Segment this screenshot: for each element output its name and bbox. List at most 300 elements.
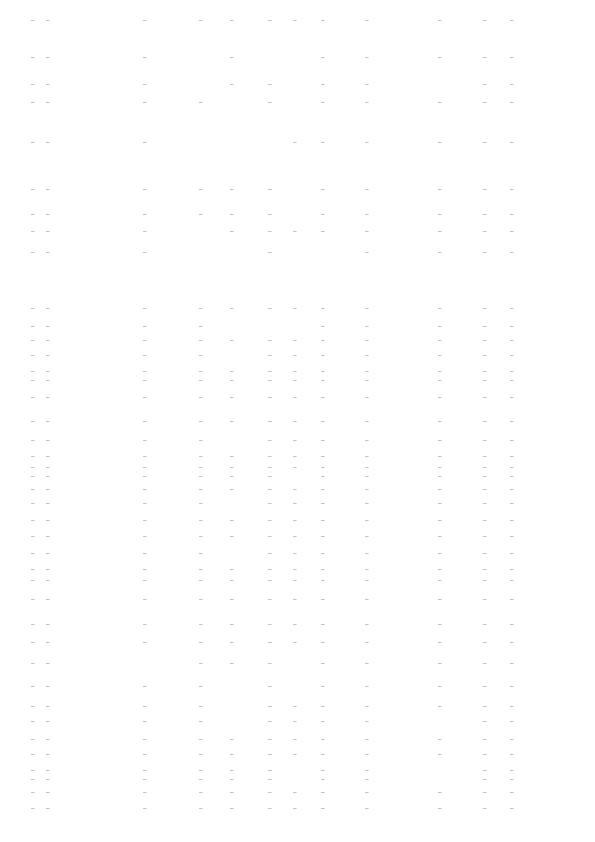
table-cell: — [31, 777, 35, 781]
table-cell: — [321, 18, 325, 22]
table-cell: — [46, 306, 50, 310]
table-cell: — [143, 18, 147, 22]
table-cell: — [510, 790, 514, 794]
table-cell: — [293, 806, 297, 810]
table-cell: — [199, 737, 203, 741]
table-cell: — [199, 18, 203, 22]
table-cell: — [143, 454, 147, 458]
table-cell: — [293, 438, 297, 442]
table-cell: — [510, 55, 514, 59]
table-cell: — [510, 777, 514, 781]
table-cell: — [31, 212, 35, 216]
table-cell: — [321, 82, 325, 86]
table-cell: — [365, 551, 369, 555]
table-cell: — [483, 737, 487, 741]
table-cell: — [268, 597, 272, 601]
table-cell: — [365, 419, 369, 423]
table-cell: — [483, 465, 487, 469]
table-cell: — [293, 419, 297, 423]
table-cell: — [321, 474, 325, 478]
table-cell: — [293, 578, 297, 582]
table-cell: — [365, 187, 369, 191]
table-cell: — [483, 18, 487, 22]
table-cell: — [46, 737, 50, 741]
table-cell: — [510, 684, 514, 688]
table-cell: — [438, 661, 442, 665]
table-cell: — [31, 100, 35, 104]
table-cell: — [230, 622, 234, 626]
table-cell: — [365, 768, 369, 772]
table-cell: — [293, 534, 297, 538]
table-cell: — [510, 140, 514, 144]
table-cell: — [143, 551, 147, 555]
table-cell: — [31, 567, 35, 571]
table-cell: — [46, 752, 50, 756]
table-cell: — [230, 395, 234, 399]
table-cell: — [199, 338, 203, 342]
table-cell: — [483, 324, 487, 328]
table-cell: — [31, 661, 35, 665]
table-cell: — [46, 501, 50, 505]
table-cell: — [438, 338, 442, 342]
table-cell: — [268, 306, 272, 310]
table-cell: — [438, 487, 442, 491]
table-cell: — [31, 551, 35, 555]
table-cell: — [321, 454, 325, 458]
table-cell: — [143, 465, 147, 469]
table-cell: — [268, 212, 272, 216]
table-cell: — [268, 487, 272, 491]
table-cell: — [365, 306, 369, 310]
table-cell: — [483, 790, 487, 794]
table-cell: — [46, 684, 50, 688]
table-cell: — [293, 378, 297, 382]
table-cell: — [483, 661, 487, 665]
table-cell: — [510, 18, 514, 22]
table-cell: — [31, 353, 35, 357]
table-cell: — [510, 597, 514, 601]
table-cell: — [199, 487, 203, 491]
table-cell: — [199, 187, 203, 191]
table-cell: — [230, 55, 234, 59]
table-cell: — [230, 578, 234, 582]
table-cell: — [31, 597, 35, 601]
table-cell: — [510, 567, 514, 571]
table-cell: — [268, 578, 272, 582]
table-cell: — [46, 474, 50, 478]
table-cell: — [510, 369, 514, 373]
table-cell: — [31, 752, 35, 756]
table-cell: — [199, 640, 203, 644]
table-cell: — [268, 684, 272, 688]
table-cell: — [31, 454, 35, 458]
table-cell: — [293, 567, 297, 571]
table-cell: — [199, 567, 203, 571]
table-cell: — [143, 100, 147, 104]
table-cell: — [199, 578, 203, 582]
table-cell: — [143, 501, 147, 505]
table-cell: — [199, 790, 203, 794]
table-cell: — [365, 212, 369, 216]
table-cell: — [365, 777, 369, 781]
table-cell: — [483, 395, 487, 399]
table-cell: — [31, 324, 35, 328]
table-cell: — [293, 640, 297, 644]
table-cell: — [365, 567, 369, 571]
table-cell: — [143, 487, 147, 491]
table-cell: — [293, 737, 297, 741]
table-cell: — [483, 704, 487, 708]
table-cell: — [293, 752, 297, 756]
table-cell: — [321, 704, 325, 708]
table-cell: — [510, 324, 514, 328]
table-cell: — [321, 369, 325, 373]
table-cell: — [199, 551, 203, 555]
table-cell: — [321, 465, 325, 469]
table-cell: — [365, 55, 369, 59]
table-cell: — [31, 140, 35, 144]
table-cell: — [199, 369, 203, 373]
table-cell: — [365, 597, 369, 601]
table-cell: — [31, 229, 35, 233]
table-cell: — [483, 378, 487, 382]
table-cell: — [31, 18, 35, 22]
table-cell: — [143, 369, 147, 373]
table-cell: — [438, 55, 442, 59]
table-cell: — [268, 100, 272, 104]
table-cell: — [438, 324, 442, 328]
table-cell: — [483, 806, 487, 810]
table-cell: — [268, 501, 272, 505]
table-cell: — [365, 752, 369, 756]
table-cell: — [321, 438, 325, 442]
table-cell: — [31, 187, 35, 191]
table-cell: — [483, 534, 487, 538]
table-cell: — [483, 684, 487, 688]
table-cell: — [438, 454, 442, 458]
table-cell: — [438, 353, 442, 357]
table-cell: — [143, 768, 147, 772]
table-cell: — [510, 306, 514, 310]
table-cell: — [365, 684, 369, 688]
table-cell: — [365, 18, 369, 22]
table-cell: — [510, 551, 514, 555]
table-cell: — [438, 752, 442, 756]
table-cell: — [31, 306, 35, 310]
table-cell: — [483, 640, 487, 644]
table-cell: — [143, 419, 147, 423]
table-cell: — [268, 474, 272, 478]
table-cell: — [31, 737, 35, 741]
table-cell: — [199, 704, 203, 708]
table-cell: — [31, 338, 35, 342]
table-cell: — [31, 55, 35, 59]
table-cell: — [293, 790, 297, 794]
table-cell: — [321, 737, 325, 741]
table-cell: — [483, 187, 487, 191]
table-cell: — [321, 187, 325, 191]
table-cell: — [199, 395, 203, 399]
table-cell: — [365, 474, 369, 478]
table-cell: — [46, 438, 50, 442]
table-cell: — [510, 338, 514, 342]
table-cell: — [31, 578, 35, 582]
table-cell: — [510, 419, 514, 423]
table-cell: — [46, 806, 50, 810]
table-cell: — [510, 661, 514, 665]
table-cell: — [230, 661, 234, 665]
table-cell: — [365, 465, 369, 469]
table-cell: — [143, 229, 147, 233]
table-cell: — [510, 501, 514, 505]
table-cell: — [230, 338, 234, 342]
table-cell: — [321, 777, 325, 781]
table-cell: — [321, 100, 325, 104]
table-cell: — [268, 419, 272, 423]
table-cell: — [293, 140, 297, 144]
table-cell: — [199, 353, 203, 357]
table-cell: — [293, 465, 297, 469]
table-cell: — [438, 369, 442, 373]
table-cell: — [438, 395, 442, 399]
table-cell: — [321, 212, 325, 216]
table-cell: — [438, 378, 442, 382]
table-cell: — [46, 55, 50, 59]
table-cell: — [321, 534, 325, 538]
table-cell: — [230, 567, 234, 571]
table-cell: — [438, 474, 442, 478]
table-cell: — [230, 474, 234, 478]
table-cell: — [321, 661, 325, 665]
table-cell: — [483, 719, 487, 723]
table-cell: — [46, 661, 50, 665]
table-cell: — [365, 640, 369, 644]
table-cell: — [199, 212, 203, 216]
table-cell: — [293, 551, 297, 555]
table-cell: — [230, 18, 234, 22]
table-cell: — [230, 465, 234, 469]
table-cell: — [365, 534, 369, 538]
table-cell: — [483, 369, 487, 373]
table-cell: — [365, 140, 369, 144]
table-cell: — [483, 518, 487, 522]
table-cell: — [230, 212, 234, 216]
table-cell: — [321, 640, 325, 644]
table-cell: — [230, 806, 234, 810]
table-cell: — [46, 250, 50, 254]
table-cell: — [46, 419, 50, 423]
table-cell: — [483, 419, 487, 423]
table-cell: — [46, 790, 50, 794]
table-cell: — [143, 306, 147, 310]
table-cell: — [199, 465, 203, 469]
table-cell: — [46, 551, 50, 555]
table-cell: — [31, 534, 35, 538]
table-cell: — [321, 551, 325, 555]
table-cell: — [46, 378, 50, 382]
table-cell: — [365, 100, 369, 104]
table-cell: — [230, 82, 234, 86]
table-cell: — [268, 438, 272, 442]
table-cell: — [31, 250, 35, 254]
table-cell: — [268, 395, 272, 399]
table-cell: — [230, 752, 234, 756]
table-cell: — [230, 306, 234, 310]
table-cell: — [321, 487, 325, 491]
table-cell: — [268, 640, 272, 644]
table-cell: — [143, 82, 147, 86]
table-cell: — [510, 737, 514, 741]
table-cell: — [31, 806, 35, 810]
table-cell: — [143, 578, 147, 582]
table-cell: — [510, 454, 514, 458]
table-cell: — [199, 806, 203, 810]
table-cell: — [31, 684, 35, 688]
table-cell: — [365, 369, 369, 373]
table-cell: — [438, 597, 442, 601]
table-cell: — [293, 622, 297, 626]
table-cell: — [483, 82, 487, 86]
table-cell: — [293, 487, 297, 491]
table-cell: — [438, 790, 442, 794]
table-cell: — [293, 229, 297, 233]
table-cell: — [510, 704, 514, 708]
table-cell: — [268, 806, 272, 810]
table-cell: — [483, 229, 487, 233]
table-cell: — [46, 768, 50, 772]
table-cell: — [46, 622, 50, 626]
table-cell: — [483, 454, 487, 458]
table-cell: — [510, 438, 514, 442]
table-cell: — [438, 704, 442, 708]
table-cell: — [46, 640, 50, 644]
table-cell: — [199, 777, 203, 781]
table-cell: — [31, 438, 35, 442]
table-cell: — [438, 551, 442, 555]
table-cell: — [199, 534, 203, 538]
table-cell: — [268, 338, 272, 342]
table-cell: — [230, 229, 234, 233]
table-cell: — [268, 465, 272, 469]
table-cell: — [321, 306, 325, 310]
table-cell: — [199, 752, 203, 756]
table-cell: — [31, 474, 35, 478]
table-cell: — [230, 768, 234, 772]
table-cell: — [365, 82, 369, 86]
table-cell: — [143, 790, 147, 794]
table-cell: — [483, 752, 487, 756]
table-cell: — [268, 768, 272, 772]
table-cell: — [46, 82, 50, 86]
table-cell: — [365, 487, 369, 491]
table-cell: — [46, 465, 50, 469]
table-cell: — [230, 487, 234, 491]
table-cell: — [199, 719, 203, 723]
table-cell: — [199, 518, 203, 522]
table-cell: — [268, 518, 272, 522]
table-cell: — [268, 737, 272, 741]
table-cell: — [230, 369, 234, 373]
table-cell: — [46, 212, 50, 216]
table-cell: — [143, 338, 147, 342]
table-cell: — [143, 395, 147, 399]
table-cell: — [268, 18, 272, 22]
table-cell: — [143, 55, 147, 59]
table-cell: — [143, 212, 147, 216]
table-cell: — [199, 306, 203, 310]
table-cell: — [46, 534, 50, 538]
table-cell: — [321, 567, 325, 571]
table-cell: — [510, 640, 514, 644]
table-cell: — [230, 187, 234, 191]
table-cell: — [199, 438, 203, 442]
table-cell: — [510, 229, 514, 233]
table-cell: — [321, 501, 325, 505]
table-cell: — [483, 100, 487, 104]
table-cell: — [321, 395, 325, 399]
table-cell: — [293, 454, 297, 458]
table-cell: — [365, 353, 369, 357]
table-cell: — [143, 719, 147, 723]
table-cell: — [199, 419, 203, 423]
table-cell: — [268, 82, 272, 86]
table-cell: — [293, 719, 297, 723]
table-cell: — [143, 324, 147, 328]
table-cell: — [321, 768, 325, 772]
table-cell: — [438, 737, 442, 741]
table-cell: — [46, 229, 50, 233]
table-cell: — [293, 518, 297, 522]
table-cell: — [438, 100, 442, 104]
table-cell: — [365, 790, 369, 794]
table-cell: — [31, 82, 35, 86]
table-cell: — [143, 806, 147, 810]
table-cell: — [365, 229, 369, 233]
table-cell: — [230, 518, 234, 522]
table-cell: — [31, 518, 35, 522]
table-cell: — [321, 229, 325, 233]
table-cell: — [510, 487, 514, 491]
table-cell: — [143, 534, 147, 538]
table-cell: — [199, 474, 203, 478]
table-cell: — [46, 487, 50, 491]
table-cell: — [483, 777, 487, 781]
table-cell: — [321, 518, 325, 522]
table-cell: — [230, 790, 234, 794]
table-cell: — [365, 578, 369, 582]
table-cell: — [268, 551, 272, 555]
table-cell: — [321, 719, 325, 723]
table-cell: — [510, 465, 514, 469]
table-cell: — [46, 187, 50, 191]
table-cell: — [199, 378, 203, 382]
table-cell: — [438, 187, 442, 191]
table-cell: — [199, 100, 203, 104]
table-cell: — [199, 661, 203, 665]
table-cell: — [268, 790, 272, 794]
table-cell: — [143, 567, 147, 571]
table-cell: — [230, 378, 234, 382]
table-cell: — [321, 55, 325, 59]
table-cell: — [268, 567, 272, 571]
table-cell: — [293, 395, 297, 399]
table-cell: — [438, 501, 442, 505]
table-cell: — [438, 419, 442, 423]
table-cell: — [438, 18, 442, 22]
table-cell: — [46, 704, 50, 708]
table-cell: — [483, 768, 487, 772]
table-cell: — [365, 454, 369, 458]
